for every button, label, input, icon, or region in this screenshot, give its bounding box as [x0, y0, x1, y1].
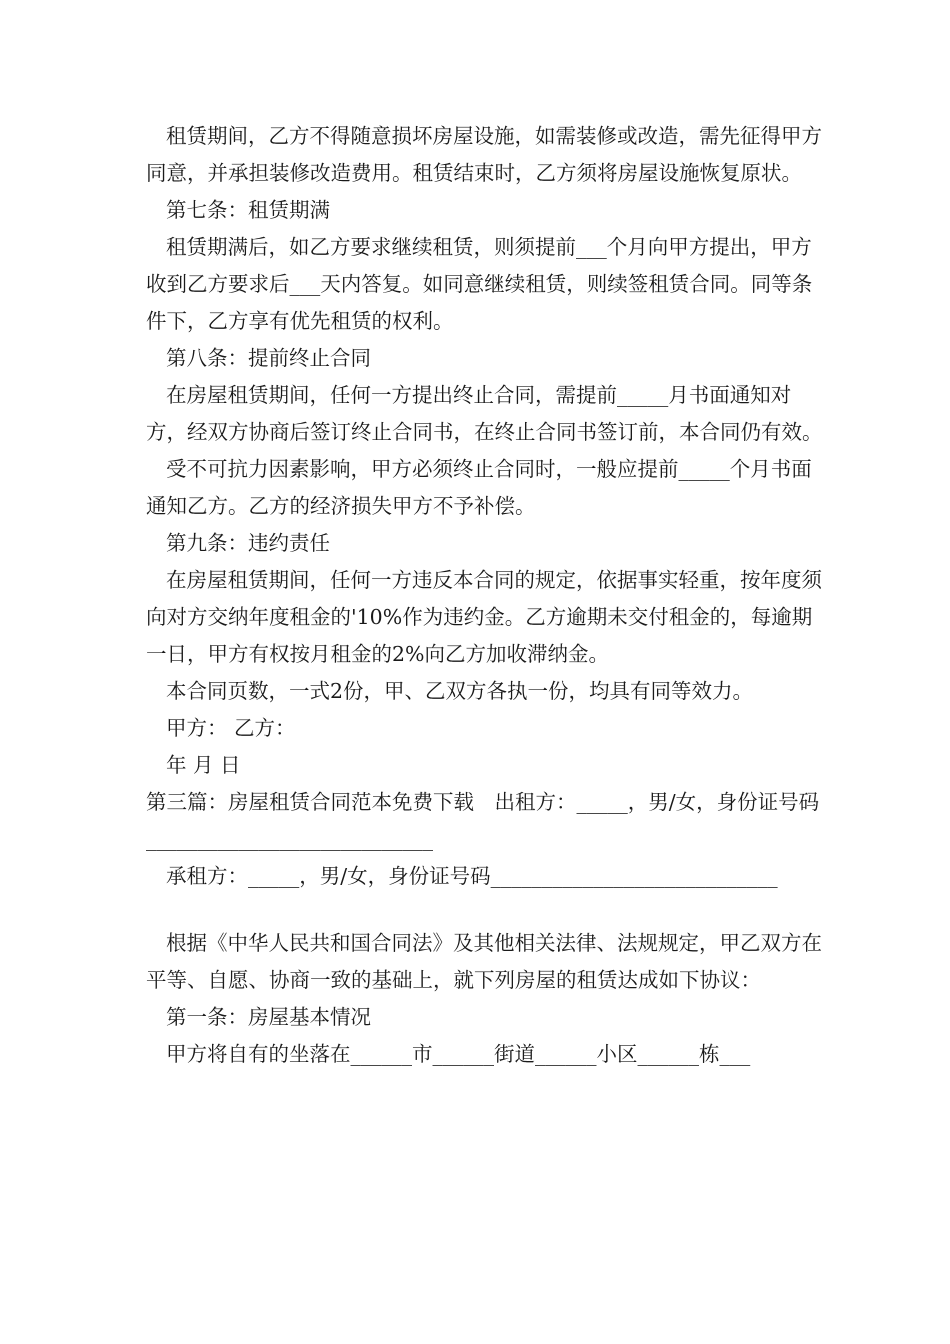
paragraph-breach-liability: 在房屋租赁期间，任何一方违反本合同的规定，依据事实轻重，按年度须向对方交纳年度租金的'10%作为违约金。乙方逾期未交付租金的，每逾期一日，甲方有权按月租金的2%向乙方加收滞纳金。 [146, 568, 822, 666]
paragraph-force-majeure: 受不可抗力因素影响，甲方必须终止合同时，一般应提前_____个月书面通知乙方。乙方的经济损失甲方不予补偿。 [146, 457, 812, 518]
heading-article-7: 第七条：租赁期满 [166, 198, 330, 222]
signature-date: 年 月 日 [166, 753, 241, 777]
signature-parties: 甲方： 乙方： [166, 716, 296, 740]
heading-article-9: 第九条：违约责任 [166, 531, 330, 555]
paragraph-copies: 本合同页数，一式2份，甲、乙双方各执一份，均具有同等效力。 [166, 679, 754, 703]
blank-line [146, 895, 826, 925]
document-body [146, 118, 826, 1073]
paragraph-lease-expiry: 租赁期满后，如乙方要求继续租赁，则须提前___个月向甲方提出，甲方收到乙方要求后___天内答复。如同意继续租赁，则续签租赁合同。同等条件下，乙方享有优先租赁的权利。 [146, 235, 813, 333]
heading-part-3-lessor: 第三篇：房屋租赁合同范本免费下载 出租方：_____，男/女，身份证号码____________________________ [146, 790, 820, 851]
paragraph-renovation-clause: 租赁期间，乙方不得随意损坏房屋设施，如需装修或改造，需先征得甲方同意，并承担装修改造费用。租赁结束时，乙方须将房屋设施恢复原状。 [146, 124, 822, 185]
heading-article-8: 第八条：提前终止合同 [166, 346, 371, 370]
paragraph-property-location: 甲方将自有的坐落在______市______街道______小区______栋___ [166, 1042, 751, 1066]
heading-article-1: 第一条：房屋基本情况 [166, 1005, 371, 1029]
paragraph-legal-basis: 根据《中华人民共和国合同法》及其他相关法律、法规规定，甲乙双方在平等、自愿、协商一致的基础上，就下列房屋的租赁达成如下协议： [146, 931, 822, 992]
paragraph-early-termination: 在房屋租赁期间，任何一方提出终止合同，需提前_____月书面通知对方，经双方协商后签订终止合同书，在终止合同书签订前，本合同仍有效。 [146, 383, 823, 444]
paragraph-lessee: 承租方：_____，男/女，身份证号码____________________________ [166, 864, 778, 888]
